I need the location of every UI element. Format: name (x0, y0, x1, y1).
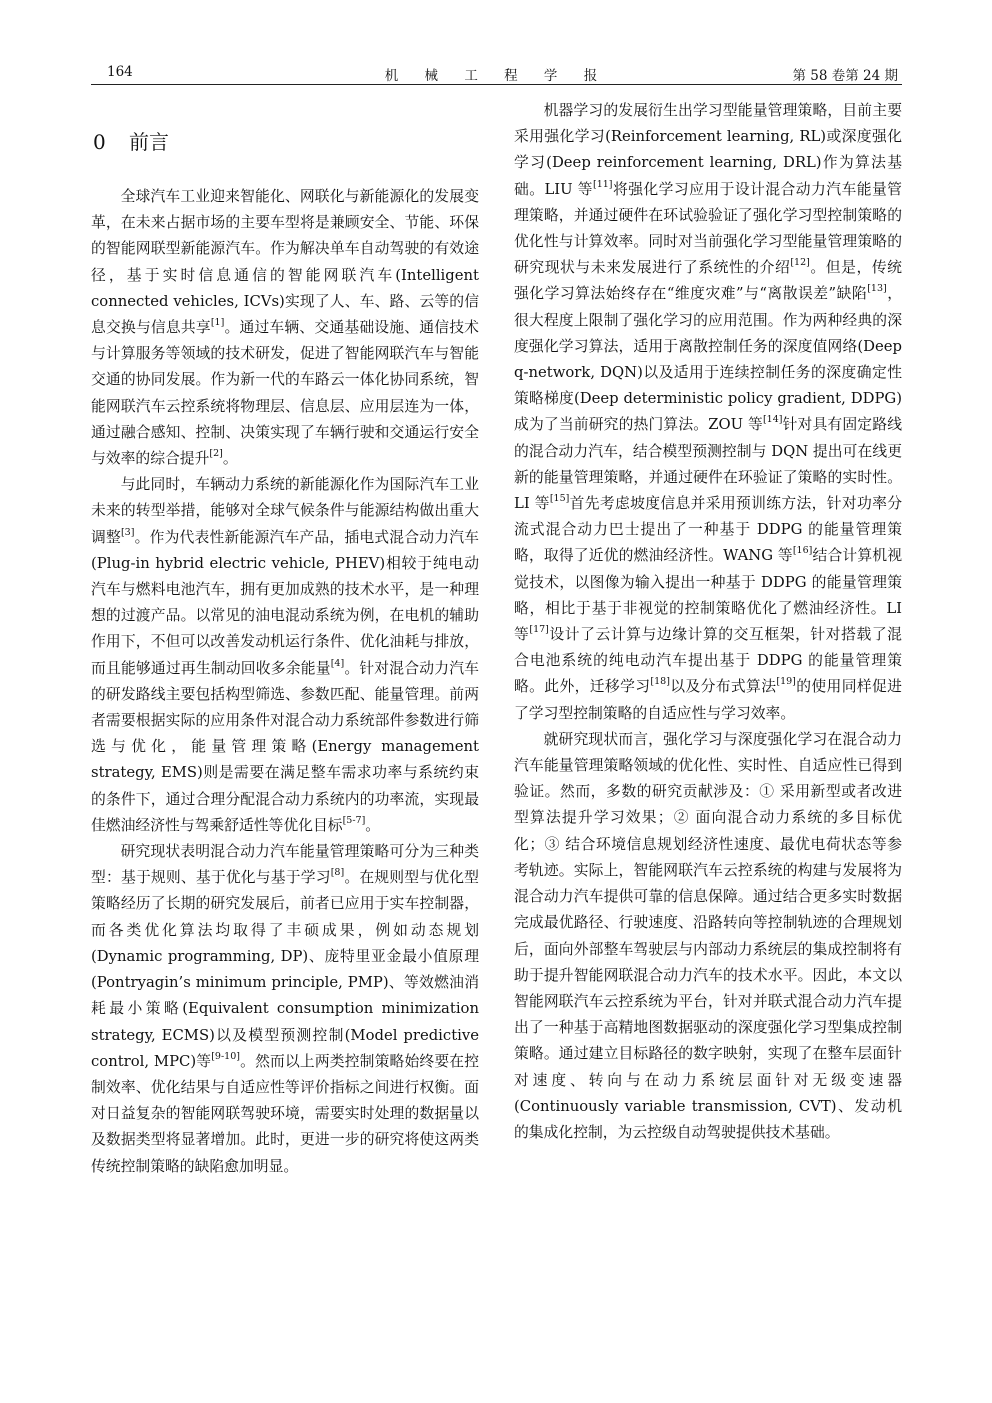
journal-name: 机 械 工 程 学 报 (384, 68, 609, 84)
citation: [15] (549, 493, 570, 505)
citation: [11] (593, 178, 613, 190)
text-run: 针对具有固定路线的混合动力汽车，结合模型预测控制与 DQN 提出可在线更新的能量管理策略，并通过硬件在环验证了策略的实时性。LI 等 (514, 416, 902, 513)
text-run: 全球汽车工业迎来智能化、网联化与新能源化的发展变革，在未来占据市场的主要车型将是兼顾安全、节能、环保的智能网联型新能源汽车。作为解决单车自动驾驶的有效途径，基于实时信息通信的智能网联汽车(Intelligent connected vehicles, ICVs)实现了人、车、路、云等的信息交换与信息共享 (91, 188, 479, 337)
text-run: 首先考虑坡度信息并采用预训练方法，针对功率分流式混合动力巴士提出了一种基于 DDPG 的能量管理策略，取得了近优的燃油经济性。WANG 等 (514, 495, 902, 565)
citation: [18] (650, 676, 670, 688)
citation: [9-10] (211, 1050, 240, 1062)
paragraph (91, 184, 479, 472)
header-rule (91, 84, 902, 85)
text-run: 结合计算机视觉技术，以图像为输入提出一种基于 DDPG 的能量管理策略，相比于基于非视觉的控制策略优化了燃油经济性。LI 等 (514, 547, 902, 644)
text-run: 的使用同样促进了学习型控制策略的自适应性与学习效率。 (514, 678, 902, 722)
page-number: 164 (107, 64, 133, 80)
citation: [5-7] (342, 814, 366, 826)
citation: [1] (210, 317, 225, 329)
paragraph (514, 98, 902, 727)
text-run: 以及分布式算法 (669, 678, 777, 696)
issue-info: 第 58 卷第 24 期 (792, 68, 898, 84)
citation: [3] (120, 526, 135, 538)
text-run: 。 (365, 816, 381, 834)
citation: [4] (330, 657, 345, 669)
text-run: 。作为代表性新能源汽车产品，插电式混合动力汽车(Plug-in hybrid electric vehicle, PHEV)相较于纯电动汽车与燃料电池汽车，拥有更加成熟的技术水平，是一种理想的过渡产品。以常见的油电混动系统为例，在电机的辅助作用下，不但可以改善发动机运行条件、优化油耗与排放，而且能够通过再生制动回收多余能量 (91, 528, 479, 677)
text-run: 。然而以上两类控制策略始终要在控制效率、优化结果与自适应性等评价指标之间进行权衡。面对日益复杂的智能网联驾驶环境，需要实时处理的数据量以及数据类型将显著增加。此时，更进一步的研究将使这两类传统控制策略的缺陷愈加明显。 (91, 1052, 479, 1175)
citation: [2] (209, 448, 223, 460)
paragraph (91, 839, 479, 1180)
citation: [8] (330, 867, 345, 879)
text-run: 与此同时，车辆动力系统的新能源化作为国际汽车工业未来的转型举措，能够对全球气候条件与能源结构做出重大调整 (91, 476, 479, 546)
left-column (91, 98, 479, 1180)
section-number: 0 (93, 130, 106, 154)
text-run: 设计了云计算与边缘计算的交互框架，针对搭载了混合电池系统的纯电动汽车提出基于 DDPG 的能量管理策略。此外，迁移学习 (514, 626, 902, 696)
citation: [19] (776, 676, 796, 688)
paragraph (91, 472, 479, 839)
text-run: 将强化学习应用于设计混合动力汽车能量管理策略，并通过硬件在环试验验证了强化学习型控制策略的优化性与计算效率。同时对当前强化学习型能量管理策略的研究现状与未来发展进行了系统性的介绍 (514, 180, 902, 277)
right-column (514, 98, 902, 1146)
citation: [12] (790, 257, 810, 269)
paragraph: 就研究现状而言，强化学习与深度强化学习在混合动力汽车能量管理策略领域的优化性、实时性、自适应性已得到验证。然而，多数的研究贡献涉及：① 采用新型或者改进型算法提升学习效果；② 面向混合动力系统的多目标优化；③ 结合环境信息规划经济性速度、最优电荷状态等参考轨迹。实际上，智能网联汽车云控系统的构建与发展将为混合动力汽车提供可靠的信息保障。通过结合更多实时数据完成最优路径、行驶速度、沿路转向等控制轨迹的合理规划后，面向外部整车驾驶层与内部动力系统层的集成控制将有助于提升智能网联混合动力汽车的技术水平。因此，本文以智能网联汽车云控系统为平台，针对并联式混合动力汽车提出了一种基于高精地图数据驱动的深度强化学习型集成控制策略。通过建立目标路径的数字映射，实现了在整车层面针对速度、转向与在动力系统层面针对无级变速器(Continuously variable transmission, CVT)、发动机的集成化控制，为云控级自动驾驶提供技术基础。 (514, 730, 902, 1141)
section-heading (93, 126, 479, 158)
citation: [13] (867, 283, 887, 295)
text-run: 机器学习的发展衍生出学习型能量管理策略，目前主要采用强化学习(Reinforcement learning, RL)或深度强化学习(Deep reinforcement learning, DRL)作为算法基础。LIU 等 (514, 102, 902, 198)
text-run: 。在规则型与优化型策略经历了长期的研究发展后，前者已应用于实车控制器，而各类优化算法均取得了丰硕成果，例如动态规划(Dynamic programming, DP)、庞特里亚金最小值原理(Pontryagin’s minimum principle, PMP)、等效燃油消耗最小策略(Equivalent consumption minimization strategy, ECMS)以及模型预测控制(Model predictive control, MPC)等 (91, 869, 479, 1070)
text-run: ，很大程度上限制了强化学习的应用范围。作为两种经典的深度强化学习算法，适用于离散控制任务的深度值网络(Deep q-network, DQN)以及适用于连续控制任务的深度确定性策略梯度(Deep deterministic policy gradient, DDPG)成为了当前研究的热门算法。ZOU 等 (514, 285, 902, 434)
citation: [17] (529, 624, 549, 636)
text-run: 。通过车辆、交通基础设施、通信技术与计算服务等领域的技术研发，促进了智能网联汽车与智能交通的协同发展。作为新一代的车路云一体化协同系统，智能网联汽车云控系统将物理层、信息层、应用层连为一体，通过融合感知、控制、决策实现了车辆行驶和交通运行安全与效率的综合提升 (91, 319, 479, 468)
text-run: 研究现状表明混合动力汽车能量管理策略可分为三种类型：基于规则、基于优化与基于学习 (91, 843, 479, 887)
text-run: 。但是，传统强化学习算法始终存在“维度灾难”与“离散误差”缺陷 (514, 259, 902, 303)
running-header (91, 62, 902, 84)
citation: [16] (792, 545, 813, 557)
text-run: 。 (222, 450, 238, 468)
citation: [14] (762, 414, 783, 426)
section-title: 前言 (129, 130, 169, 154)
text-run: 。针对混合动力汽车的研发路线主要包括构型筛选、参数匹配、能量管理。前两者需要根据实际的应用条件对混合动力系统部件参数进行筛选与优化，能量管理策略(Energy management strategy, EMS)则是需要在满足整车需求功率与系统约束的条件下，通过合理分配混合动力系统内的功率流，实现最佳燃油经济性与驾乘舒适性等优化目标 (91, 659, 479, 834)
